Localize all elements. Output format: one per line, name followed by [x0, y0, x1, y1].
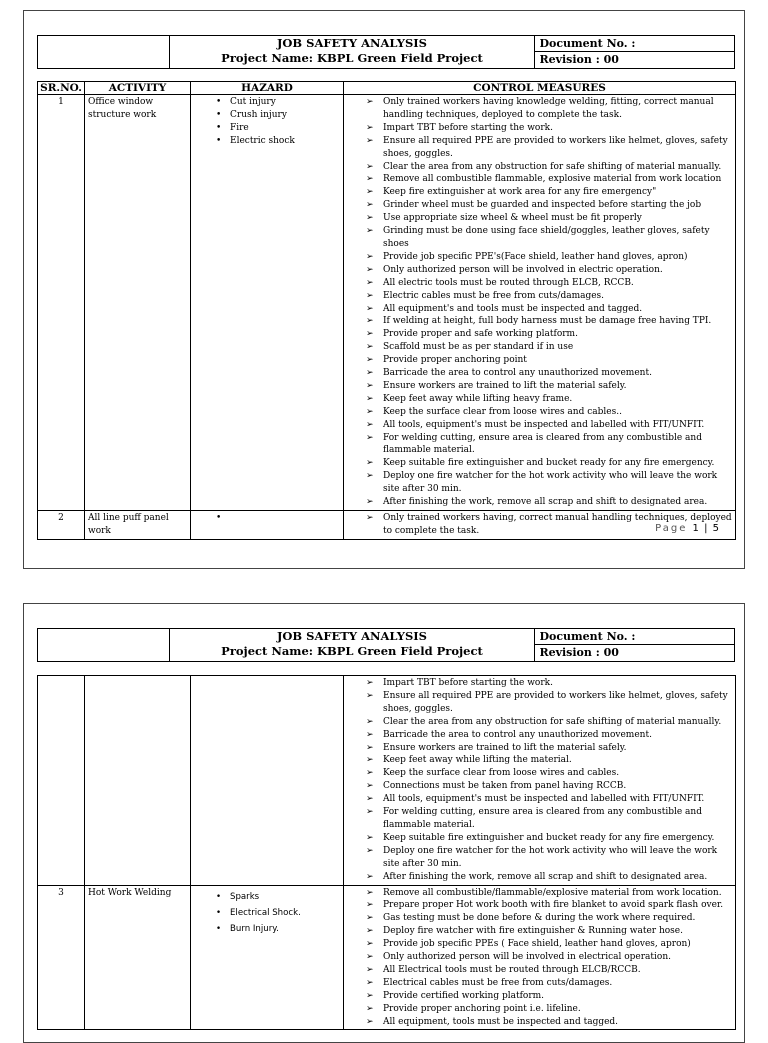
hazard-item: • Fire — [230, 122, 340, 135]
srno-cell: 2 — [38, 511, 85, 540]
control-measure-item: ➢ All electric tools must be routed through ELCB, RCCB. — [383, 277, 732, 290]
jsa-table — [37, 81, 736, 540]
activity-cell: Hot Work Welding — [85, 885, 191, 1030]
page-header — [37, 35, 735, 69]
page-header — [37, 628, 735, 662]
hazard-cell — [191, 676, 344, 886]
control-measure-item: ➢ Keep suitable fire extinguisher and bucket ready for any fire emergency. — [383, 457, 732, 470]
control-measure-item: ➢ All equipment, tools must be inspected and tagged. — [383, 1016, 732, 1029]
srno-cell: 1 — [38, 95, 85, 511]
control-measure-item: ➢ Scaffold must be as per standard if in use — [383, 341, 732, 354]
control-measure-item: ➢ Only trained workers having, correct manual handling techniques, deployed to complete the task. — [383, 512, 732, 538]
control-measure-item: ➢ Keep fire extinguisher at work area for any fire emergency" — [383, 186, 732, 199]
control-measure-item: ➢ Remove all combustible flammable, explosive material from work location — [383, 173, 732, 186]
control-measure-item: ➢ Remove all combustible/flammable/explosive material from work location. — [383, 887, 732, 900]
page-number: 1 | 5 — [692, 523, 720, 534]
table-row — [38, 511, 736, 540]
control-measure-item: ➢ Provide proper and safe working platform. — [383, 328, 732, 341]
srno-cell: 3 — [38, 885, 85, 1030]
control-measure-item: ➢ Barricade the area to control any unauthorized movement. — [383, 729, 732, 742]
document-number: Document No. : — [535, 629, 734, 645]
column-header-srno: SR.NO. — [38, 82, 85, 95]
control-measure-item: ➢ Connections must be taken from panel having RCCB. — [383, 780, 732, 793]
control-measure-item: ➢ Deploy fire watcher with fire extinguisher & Running water hose. — [383, 925, 732, 938]
control-measure-item: ➢ Provide certified working platform. — [383, 990, 732, 1003]
control-measure-item: ➢ Clear the area from any obstruction for safe shifting of material manually. — [383, 161, 732, 174]
header-title-cell — [169, 629, 535, 662]
control-measures-cell — [344, 676, 736, 886]
control-measure-item: ➢ Impart TBT before starting the work. — [383, 677, 732, 690]
control-measure-item: ➢ Keep feet away while lifting the material. — [383, 754, 732, 767]
control-measure-item: ➢ Ensure all required PPE are provided to workers like helmet, gloves, safety shoes, goggles. — [383, 135, 732, 161]
control-measure-item: ➢ Ensure all required PPE are provided to workers like helmet, gloves, safety shoes, goggles. — [383, 690, 732, 716]
control-measure-item: ➢ Keep suitable fire extinguisher and bucket ready for any fire emergency. — [383, 832, 732, 845]
control-measure-item: ➢ Only authorized person will be involved in electric operation. — [383, 264, 732, 277]
control-measure-item: ➢ After finishing the work, remove all scrap and shift to designated area. — [383, 871, 732, 884]
hazard-item: • Burn Injury. — [230, 921, 340, 937]
table-row — [38, 885, 736, 1030]
control-measure-item: ➢ Ensure workers are trained to lift the material safely. — [383, 380, 732, 393]
control-measure-item: ➢ Keep feet away while lifting heavy frame. — [383, 393, 732, 406]
document-number: Document No. : — [535, 36, 734, 52]
control-measure-item: ➢ Ensure workers are trained to lift the material safely. — [383, 742, 732, 755]
control-measures-cell — [344, 95, 736, 511]
hazard-item: • Electric shock — [230, 135, 340, 148]
control-measure-item: ➢ For welding cutting, ensure area is cleared from any combustible and flammable material. — [383, 806, 732, 832]
control-measure-item: ➢ Electrical cables must be free from cuts/damages. — [383, 977, 732, 990]
activity-cell — [85, 676, 191, 886]
header-logo-cell — [38, 36, 170, 69]
control-measure-item: ➢ All equipment's and tools must be inspected and tagged. — [383, 303, 732, 316]
header-title-cell — [169, 36, 535, 69]
revision-number: Revision : 00 — [539, 53, 619, 66]
control-measure-item: ➢ All Electrical tools must be routed through ELCB/RCCB. — [383, 964, 732, 977]
column-header-activity: ACTIVITY — [85, 82, 191, 95]
control-measure-item: ➢ Only trained workers having knowledge welding, fitting, correct manual handling techniques, deployed to complete the task. — [383, 96, 732, 122]
document-title: JOB SAFETY ANALYSIS — [276, 629, 427, 643]
control-measure-item: ➢ All tools, equipment's must be inspected and labelled with FIT/UNFIT. — [383, 419, 732, 432]
column-header-hazard: HAZARD — [191, 82, 344, 95]
header-doc-info — [535, 36, 735, 69]
page-label: Page — [655, 523, 688, 534]
control-measure-item: ➢ Keep the surface clear from loose wires and cables. — [383, 767, 732, 780]
control-measure-item: ➢ Provide proper anchoring point i.e. lifeline. — [383, 1003, 732, 1016]
hazard-item: • Sparks — [230, 889, 340, 905]
control-measure-item: ➢ Clear the area from any obstruction for safe shifting of material manually. — [383, 716, 732, 729]
document-page-1 — [23, 10, 745, 569]
control-measure-item: ➢ All tools, equipment's must be inspected and labelled with FIT/UNFIT. — [383, 793, 732, 806]
project-name: Project Name: KBPL Green Field Project — [221, 644, 483, 658]
hazard-cell — [191, 511, 344, 540]
control-measure-item: ➢ Deploy one fire watcher for the hot work activity who will leave the work site after 30 min. — [383, 470, 732, 496]
table-row — [38, 95, 736, 511]
hazard-item: • Electrical Shock. — [230, 905, 340, 921]
control-measure-item: ➢ Provide proper anchoring point — [383, 354, 732, 367]
page-footer — [655, 523, 720, 534]
table-row — [38, 676, 736, 886]
control-measure-item: ➢ Electric cables must be free from cuts/damages. — [383, 290, 732, 303]
control-measure-item: ➢ If welding at height, full body harness must be damage free having TPI. — [383, 315, 732, 328]
control-measure-item: ➢ Impart TBT before starting the work. — [383, 122, 732, 135]
document-title: JOB SAFETY ANALYSIS — [276, 36, 427, 50]
hazard-item: • Cut injury — [230, 96, 340, 109]
page-gap — [0, 571, 768, 601]
control-measure-item: ➢ Keep the surface clear from loose wires and cables.. — [383, 406, 732, 419]
header-logo-cell — [38, 629, 170, 662]
control-measure-item: ➢ Provide job specific PPE's(Face shield, leather hand gloves, apron) — [383, 251, 732, 264]
control-measure-item: ➢ Prepare proper Hot work booth with fire blanket to avoid spark flash over. — [383, 899, 732, 912]
control-measure-item: ➢ Gas testing must be done before & during the work where required. — [383, 912, 732, 925]
control-measure-item: ➢ Only authorized person will be involved in electrical operation. — [383, 951, 732, 964]
control-measure-item: ➢ After finishing the work, remove all scrap and shift to designated area. — [383, 496, 732, 509]
revision-number: Revision : 00 — [539, 646, 619, 659]
project-name: Project Name: KBPL Green Field Project — [221, 51, 483, 65]
control-measure-item: ➢ For welding cutting, ensure area is cleared from any combustible and flammable material. — [383, 432, 732, 458]
hazard-item: • Crush injury — [230, 109, 340, 122]
control-measure-item: ➢ Deploy one fire watcher for the hot work activity who will leave the work site after 30 min. — [383, 845, 732, 871]
control-measures-cell — [344, 885, 736, 1030]
hazard-cell — [191, 95, 344, 511]
control-measure-item: ➢ Use appropriate size wheel & wheel must be fit properly — [383, 212, 732, 225]
jsa-table — [37, 675, 736, 1030]
activity-cell: All line puff panel work — [85, 511, 191, 540]
control-measure-item: ➢ Grinding must be done using face shield/goggles, leather gloves, safety shoes — [383, 225, 732, 251]
activity-cell: Office window structure work — [85, 95, 191, 511]
control-measure-item: ➢ Barricade the area to control any unauthorized movement. — [383, 367, 732, 380]
column-header-control: CONTROL MEASURES — [344, 82, 736, 95]
document-page-2 — [23, 603, 745, 1043]
header-doc-info — [535, 629, 735, 662]
control-measure-item: ➢ Grinder wheel must be guarded and inspected before starting the job — [383, 199, 732, 212]
control-measure-item: ➢ Provide job specific PPEs ( Face shield, leather hand gloves, apron) — [383, 938, 732, 951]
srno-cell — [38, 676, 85, 886]
hazard-cell — [191, 885, 344, 1030]
